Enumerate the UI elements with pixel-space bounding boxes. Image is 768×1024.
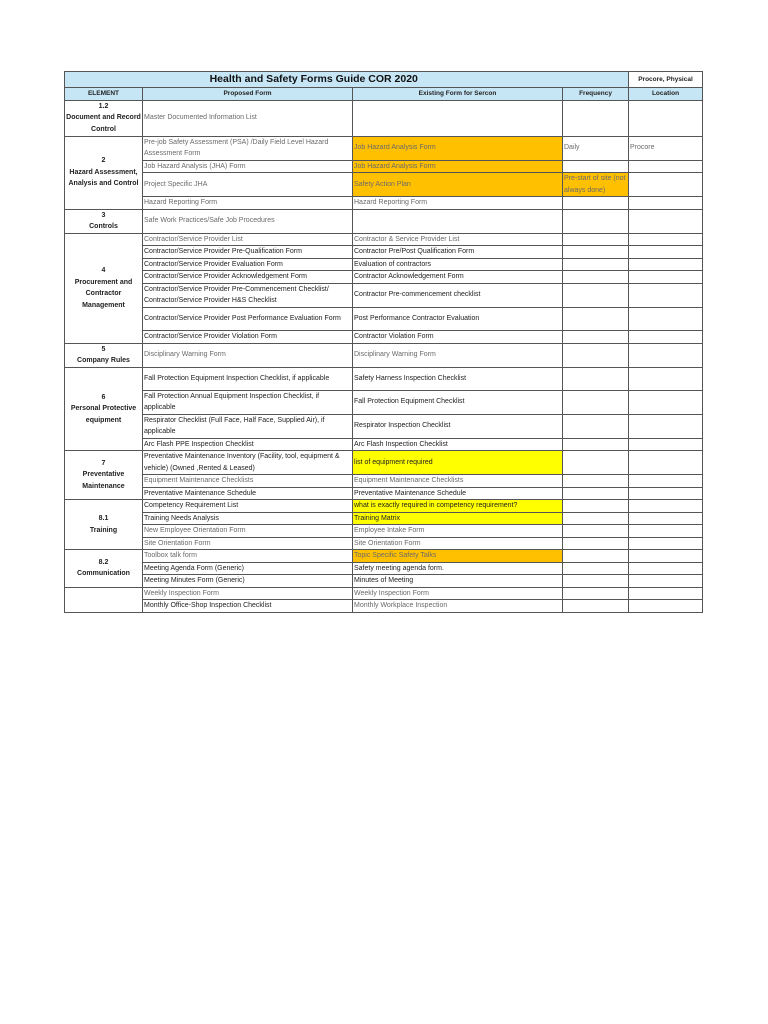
frequency-cell <box>563 525 629 538</box>
existing-cell: Contractor & Service Provider List <box>353 233 563 246</box>
proposed-cell: Contractor/Service Provider Acknowledgement Form <box>143 271 353 284</box>
frequency-cell <box>563 283 629 307</box>
existing-cell <box>353 100 563 136</box>
existing-cell: Preventative Maintenance Schedule <box>353 487 563 500</box>
existing-cell: Employee Intake Form <box>353 525 563 538</box>
element-cell <box>65 587 143 612</box>
location-cell <box>629 100 703 136</box>
frequency-cell <box>563 600 629 613</box>
location-cell <box>629 500 703 513</box>
existing-cell: Minutes of Meeting <box>353 575 563 588</box>
existing-cell: Job Hazard Analysis Form <box>353 136 563 160</box>
frequency-cell <box>563 343 629 367</box>
existing-cell: Contractor Acknowledgement Form <box>353 271 563 284</box>
frequency-cell <box>563 390 629 414</box>
table-row <box>65 271 703 284</box>
existing-cell: Safety Harness Inspection Checklist <box>353 367 563 390</box>
existing-cell: Contractor Pre/Post Qualification Form <box>353 246 563 259</box>
location-cell <box>629 307 703 330</box>
element-name: Preventative Maintenance <box>82 471 125 490</box>
existing-cell: Contractor Violation Form <box>353 330 563 343</box>
table-row <box>65 343 703 367</box>
proposed-cell: Site Orientation Form <box>143 537 353 550</box>
existing-cell: Respirator Inspection Checklist <box>353 414 563 438</box>
table-row <box>65 500 703 513</box>
proposed-cell: Contractor/Service Provider Pre-Commencement Checklist/ Contractor/Service Provider H&S Checklist <box>143 283 353 307</box>
frequency-cell <box>563 550 629 563</box>
proposed-cell: Contractor/Service Provider Post Performance Evaluation Form <box>143 307 353 330</box>
frequency-cell: Daily <box>563 136 629 160</box>
element-number: 4 <box>101 267 106 274</box>
table-row <box>65 197 703 210</box>
table-row <box>65 330 703 343</box>
location-cell <box>629 550 703 563</box>
table-row <box>65 475 703 488</box>
location-cell <box>629 197 703 210</box>
existing-cell: Contractor Pre-commencement checklist <box>353 283 563 307</box>
proposed-cell: Equipment Maintenance Checklists <box>143 475 353 488</box>
frequency-cell <box>563 451 629 475</box>
location-cell <box>629 343 703 367</box>
element-number: 7 <box>101 459 106 467</box>
existing-cell: list of equipment required <box>353 451 563 475</box>
proposed-cell: Preventative Maintenance Inventory (Facility, tool, equipment & vehicle) (Owned ,Rented & Leased) <box>143 451 353 475</box>
table-row <box>65 414 703 438</box>
existing-cell: Job Hazard Analysis Form <box>353 160 563 173</box>
element-number: 8.1 <box>98 515 109 522</box>
existing-cell: Topic Specific Safety Talks <box>353 550 563 563</box>
table-row <box>65 600 703 613</box>
location-cell <box>629 575 703 588</box>
existing-cell: Post Performance Contractor Evaluation <box>353 307 563 330</box>
element-cell <box>65 209 143 233</box>
header-row <box>65 88 703 101</box>
frequency-cell <box>563 537 629 550</box>
proposed-cell: New Employee Orientation Form <box>143 525 353 538</box>
table-row <box>65 209 703 233</box>
frequency-cell <box>563 512 629 525</box>
title-filler <box>563 72 629 88</box>
header-element: ELEMENT <box>65 88 143 101</box>
forms-guide-table <box>64 71 703 613</box>
element-number: 3 <box>101 211 106 219</box>
table-row <box>65 160 703 173</box>
location-cell <box>629 271 703 284</box>
table-row <box>65 258 703 271</box>
frequency-cell <box>563 575 629 588</box>
element-name: Hazard Assessment, Analysis and Control <box>68 168 139 188</box>
frequency-cell <box>563 500 629 513</box>
table-row <box>65 233 703 246</box>
header-proposed: Proposed Form <box>143 88 353 101</box>
element-name: Communication <box>77 570 130 578</box>
frequency-cell <box>563 307 629 330</box>
existing-cell: Evaluation of contractors <box>353 258 563 271</box>
existing-cell: Monthly Workplace Inspection <box>353 600 563 613</box>
element-number: 5 <box>101 345 106 353</box>
table-row <box>65 173 703 197</box>
proposed-cell: Hazard Reporting Form <box>143 197 353 210</box>
location-cell: Procore <box>629 136 703 160</box>
existing-cell: what is exactly required in competency requirement? <box>353 500 563 513</box>
table-row <box>65 525 703 538</box>
existing-cell: Training Matrix <box>353 512 563 525</box>
frequency-cell <box>563 258 629 271</box>
element-name: Training <box>89 526 118 534</box>
table-row <box>65 550 703 563</box>
location-cell <box>629 438 703 451</box>
location-cell <box>629 537 703 550</box>
frequency-cell: Pre-start of site (not always done) <box>563 173 629 197</box>
proposed-cell: Safe Work Practices/Safe Job Procedures <box>143 209 353 233</box>
location-cell <box>629 475 703 488</box>
location-cell <box>629 487 703 500</box>
page-title: Health and Safety Forms Guide COR 2020 <box>65 72 563 88</box>
location-cell <box>629 209 703 233</box>
location-cell <box>629 246 703 259</box>
proposed-cell: Respirator Checklist (Full Face, Half Face, Supplied Air), if applicable <box>143 414 353 438</box>
table-row <box>65 136 703 160</box>
element-number: 6 <box>101 393 106 401</box>
proposed-cell: Pre-job Safety Assessment (PSA) /Daily Field Level Hazard Assessment Form <box>143 136 353 160</box>
location-cell <box>629 160 703 173</box>
proposed-cell: Arc Flash PPE Inspection Checklist <box>143 438 353 451</box>
table-row <box>65 512 703 525</box>
element-number: 2 <box>101 157 106 165</box>
element-name: Procurement and Contractor Management <box>74 278 133 309</box>
existing-cell: Weekly Inspection Form <box>353 587 563 600</box>
table-row <box>65 451 703 475</box>
element-cell <box>65 343 143 367</box>
frequency-cell <box>563 246 629 259</box>
proposed-cell: Contractor/Service Provider Violation Form <box>143 330 353 343</box>
proposed-cell: Weekly Inspection Form <box>143 587 353 600</box>
element-name: Controls <box>89 223 118 230</box>
proposed-cell: Training Needs Analysis <box>143 512 353 525</box>
table-row <box>65 575 703 588</box>
location-cell <box>629 512 703 525</box>
proposed-cell: Project Specific JHA <box>143 173 353 197</box>
frequency-cell <box>563 438 629 451</box>
frequency-cell <box>563 100 629 136</box>
title-right-label: Procore, Physical <box>629 72 703 88</box>
proposed-cell: Contractor/Service Provider List <box>143 233 353 246</box>
proposed-cell: Master Documented Information List <box>143 100 353 136</box>
frequency-cell <box>563 271 629 284</box>
frequency-cell <box>563 562 629 575</box>
proposed-cell: Preventative Maintenance Schedule <box>143 487 353 500</box>
location-cell <box>629 600 703 613</box>
table-row <box>65 283 703 307</box>
table-row <box>65 390 703 414</box>
existing-cell: Equipment Maintenance Checklists <box>353 475 563 488</box>
header-existing: Existing Form for Sercon <box>353 88 563 101</box>
proposed-cell: Meeting Minutes Form (Generic) <box>143 575 353 588</box>
location-cell <box>629 587 703 600</box>
element-cell <box>65 451 143 500</box>
header-frequency: Frequency <box>563 88 629 101</box>
frequency-cell <box>563 487 629 500</box>
proposed-cell: Contractor/Service Provider Evaluation Form <box>143 258 353 271</box>
location-cell <box>629 525 703 538</box>
element-name: Personal Protective equipment <box>70 405 137 424</box>
existing-cell: Site Orientation Form <box>353 537 563 550</box>
table-row <box>65 246 703 259</box>
existing-cell: Safety meeting agenda form. <box>353 562 563 575</box>
existing-cell: Arc Flash Inspection Checklist <box>353 438 563 451</box>
location-cell <box>629 233 703 246</box>
element-cell <box>65 367 143 451</box>
table-row <box>65 307 703 330</box>
element-cell <box>65 500 143 550</box>
location-cell <box>629 562 703 575</box>
proposed-cell: Contractor/Service Provider Pre-Qualification Form <box>143 246 353 259</box>
location-cell <box>629 258 703 271</box>
existing-cell: Disciplinary Warning Form <box>353 343 563 367</box>
forms-guide-sheet <box>64 71 703 613</box>
frequency-cell <box>563 197 629 210</box>
element-number: 1.2 <box>98 102 109 110</box>
frequency-cell <box>563 330 629 343</box>
proposed-cell: Competency Requirement List <box>143 500 353 513</box>
table-row <box>65 367 703 390</box>
location-cell <box>629 330 703 343</box>
table-row <box>65 562 703 575</box>
location-cell <box>629 367 703 390</box>
proposed-cell: Toolbox talk form <box>143 550 353 563</box>
location-cell <box>629 451 703 475</box>
element-cell <box>65 136 143 209</box>
frequency-cell <box>563 367 629 390</box>
proposed-cell: Fall Protection Equipment Inspection Checklist, if applicable <box>143 367 353 390</box>
frequency-cell <box>563 414 629 438</box>
location-cell <box>629 283 703 307</box>
element-cell <box>65 233 143 343</box>
proposed-cell: Meeting Agenda Form (Generic) <box>143 562 353 575</box>
existing-cell: Fall Protection Equipment Checklist <box>353 390 563 414</box>
frequency-cell <box>563 475 629 488</box>
title-row <box>65 72 703 88</box>
proposed-cell: Fall Protection Annual Equipment Inspection Checklist, if applicable <box>143 390 353 414</box>
location-cell <box>629 173 703 197</box>
frequency-cell <box>563 160 629 173</box>
proposed-cell: Disciplinary Warning Form <box>143 343 353 367</box>
table-row <box>65 537 703 550</box>
table-row <box>65 438 703 451</box>
element-name: Document and Record Control <box>66 114 141 133</box>
element-name: Company Rules <box>77 357 130 364</box>
table-row <box>65 100 703 136</box>
proposed-cell: Job Hazard Analysis (JHA) Form <box>143 160 353 173</box>
location-cell <box>629 414 703 438</box>
frequency-cell <box>563 233 629 246</box>
existing-cell <box>353 209 563 233</box>
element-number: 8.2 <box>98 558 109 566</box>
location-cell <box>629 390 703 414</box>
table-row <box>65 487 703 500</box>
proposed-cell: Monthly Office-Shop Inspection Checklist <box>143 600 353 613</box>
frequency-cell <box>563 587 629 600</box>
existing-cell: Safety Action Plan <box>353 173 563 197</box>
frequency-cell <box>563 209 629 233</box>
table-row <box>65 587 703 600</box>
element-cell <box>65 550 143 588</box>
header-location: Location <box>629 88 703 101</box>
element-cell <box>65 100 143 136</box>
existing-cell: Hazard Reporting Form <box>353 197 563 210</box>
